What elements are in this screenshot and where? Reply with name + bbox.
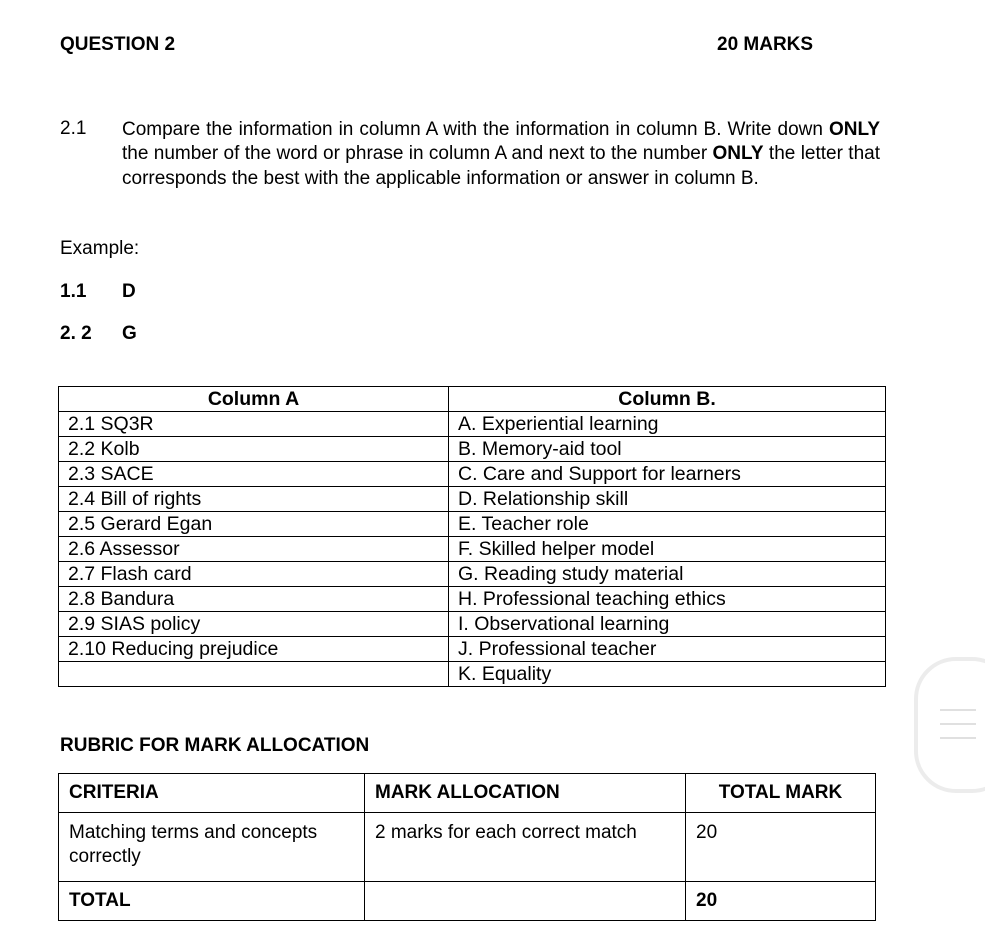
column-a-cell: 2.4 Bill of rights	[59, 487, 449, 512]
example-number: 1.1	[60, 281, 87, 302]
table-row	[59, 587, 886, 612]
question-title: QUESTION 2	[60, 34, 176, 55]
table-row	[59, 537, 886, 562]
instruction-number: 2.1	[60, 118, 87, 139]
criteria-cell: Matching terms and concepts correctly	[59, 813, 365, 882]
column-a-cell: 2.8 Bandura	[59, 587, 449, 612]
grip-line-icon	[940, 737, 976, 739]
column-b-cell: B. Memory-aid tool	[449, 437, 886, 462]
total-value-cell: 20	[686, 882, 876, 921]
grip-line-icon	[940, 709, 976, 711]
column-b-cell: A. Experiential learning	[449, 412, 886, 437]
instruction-text-1: Compare the information in column A with the information in column B. Write down	[122, 119, 829, 140]
column-a-cell: 2.7 Flash card	[59, 562, 449, 587]
instruction-text-3: the letter that corresponds the best with the applicable information or answer in column B.	[122, 143, 880, 189]
rubric-header-row	[59, 774, 876, 813]
column-b-cell: K. Equality	[449, 662, 886, 687]
table-header-row	[59, 387, 886, 412]
column-a-header: Column A	[59, 387, 449, 412]
column-b-cell: F. Skilled helper model	[449, 537, 886, 562]
table-row	[59, 562, 886, 587]
column-a-cell	[59, 662, 449, 687]
rubric-table	[58, 773, 876, 921]
rubric-total-row	[59, 882, 876, 921]
only-emphasis-2: ONLY	[712, 143, 764, 165]
rubric-title: RUBRIC FOR MARK ALLOCATION	[60, 735, 370, 756]
column-a-cell: 2.1 SQ3R	[59, 412, 449, 437]
floating-scroll-handle[interactable]	[914, 657, 985, 793]
column-b-cell: H. Professional teaching ethics	[449, 587, 886, 612]
instruction-text-2: the number of the word or phrase in column A and next to the number	[122, 143, 713, 165]
column-a-cell: 2.6 Assessor	[59, 537, 449, 562]
empty-cell	[365, 882, 686, 921]
rubric-row	[59, 813, 876, 882]
column-a-cell: 2.2 Kolb	[59, 437, 449, 462]
table-row	[59, 487, 886, 512]
instruction-text	[122, 118, 880, 191]
criteria-header: CRITERIA	[59, 774, 365, 813]
column-b-cell: D. Relationship skill	[449, 487, 886, 512]
column-a-cell: 2.3 SACE	[59, 462, 449, 487]
example-answer: D	[122, 281, 136, 302]
example-label: Example:	[60, 238, 140, 259]
table-row	[59, 512, 886, 537]
column-a-cell: 2.9 SIAS policy	[59, 612, 449, 637]
column-b-cell: G. Reading study material	[449, 562, 886, 587]
table-row	[59, 437, 886, 462]
example-answer: G	[122, 323, 137, 344]
column-b-cell: J. Professional teacher	[449, 637, 886, 662]
column-a-cell: 2.5 Gerard Egan	[59, 512, 449, 537]
column-b-header: Column B.	[449, 387, 886, 412]
mark-allocation-header: MARK ALLOCATION	[365, 774, 686, 813]
column-b-cell: C. Care and Support for learners	[449, 462, 886, 487]
total-mark-header: TOTAL MARK	[686, 774, 876, 813]
mark-allocation-cell: 2 marks for each correct match	[365, 813, 686, 882]
table-row	[59, 612, 886, 637]
total-label-cell: TOTAL	[59, 882, 365, 921]
column-a-cell: 2.10 Reducing prejudice	[59, 637, 449, 662]
example-number: 2. 2	[60, 323, 92, 344]
only-emphasis-1: ONLY	[828, 119, 880, 140]
question-marks: 20 MARKS	[717, 34, 814, 55]
table-row	[59, 637, 886, 662]
table-row	[59, 662, 886, 687]
total-mark-cell: 20	[686, 813, 876, 882]
column-b-cell: I. Observational learning	[449, 612, 886, 637]
matching-table	[58, 386, 886, 687]
column-b-cell: E. Teacher role	[449, 512, 886, 537]
grip-line-icon	[940, 723, 976, 725]
table-row	[59, 462, 886, 487]
table-row	[59, 412, 886, 437]
